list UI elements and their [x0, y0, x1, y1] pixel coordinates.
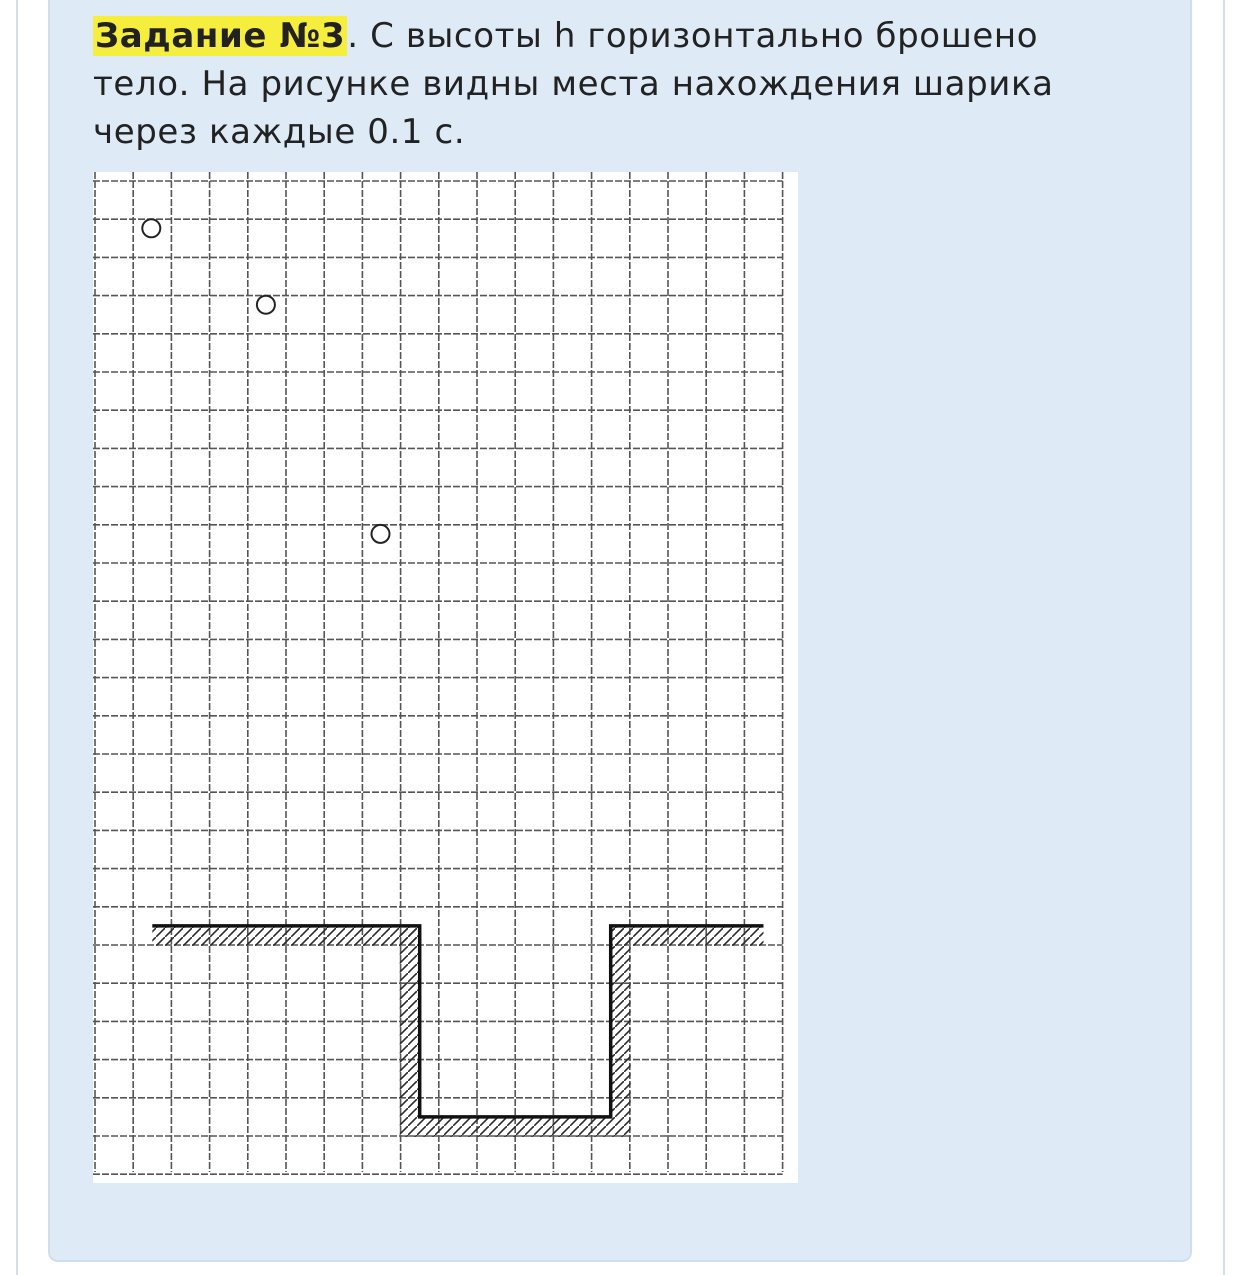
- hatch-left-surface: [152, 926, 419, 946]
- task-label: Задание №3: [95, 16, 346, 56]
- ball-marker: [142, 219, 160, 237]
- ball-positions: [142, 219, 389, 543]
- page-border-right: [1223, 0, 1225, 1275]
- task-statement: [93, 12, 1093, 156]
- hatch-pit-left-wall: [400, 926, 420, 1117]
- hatch-right-surface: [611, 926, 764, 946]
- hatch-pit-bottom: [400, 1117, 631, 1137]
- page-border-left: [16, 0, 18, 1275]
- grid-lines: [93, 172, 783, 1183]
- ball-marker: [257, 296, 275, 314]
- ground-hatching: [152, 926, 763, 1137]
- task-figure: [93, 172, 798, 1183]
- grid-figure-svg: [93, 172, 798, 1183]
- task-body: . С высоты h горизонтально брошено тело. На рисунке видны места нахождения шарика через каждые 0.1 с.: [93, 16, 1054, 152]
- hatch-pit-right-wall: [611, 926, 631, 1117]
- ball-marker: [372, 525, 390, 543]
